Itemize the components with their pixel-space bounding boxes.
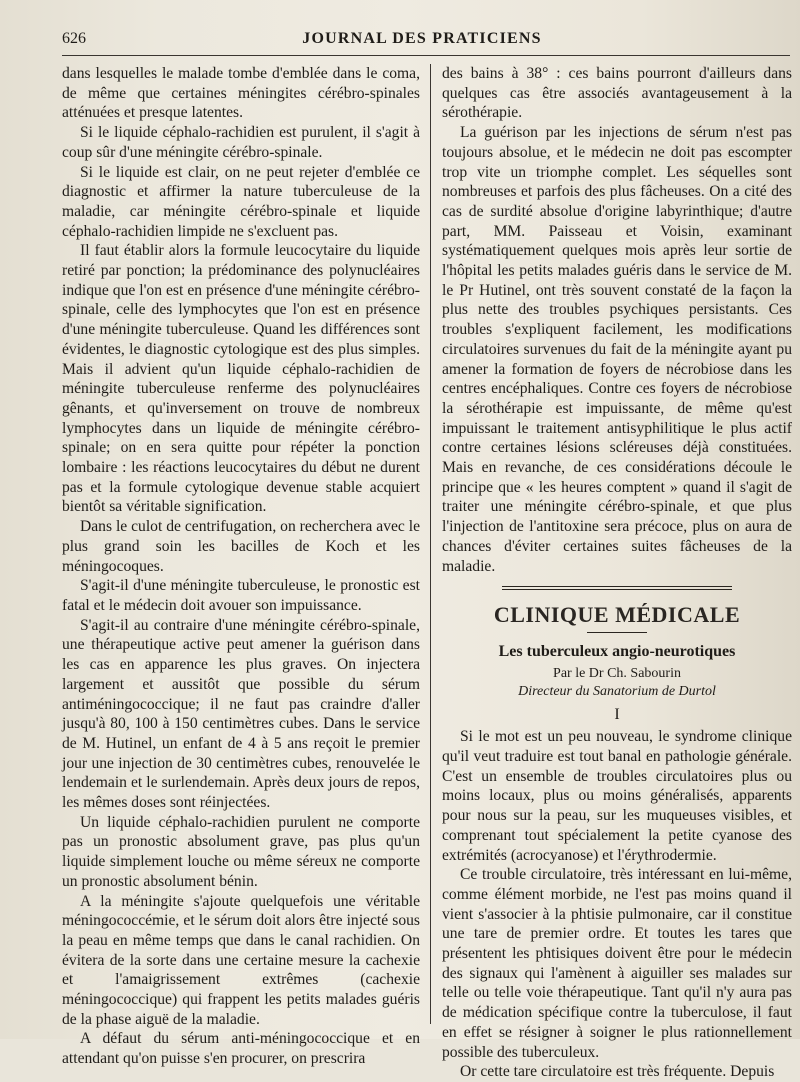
left-paragraph-8: Un liquide céphalo-rachidien purulent ne comporte pas un pronostic absolument grave, pas plus qu'un liquide simplement louche ou même séreux ne comporte un pronostic absolument bénin. bbox=[62, 813, 420, 890]
page-number: 626 bbox=[62, 30, 86, 47]
left-paragraph-3: Si le liquide est clair, on ne peut rejeter d'emblée ce diagnostic et affirmer la nature tuberculeuse de la maladie, car méningite cérébro-spinale et liquide céphalo-rachidien limpide ne s'excluent pas. bbox=[62, 163, 420, 240]
header-rule bbox=[62, 55, 790, 56]
title-underline bbox=[587, 632, 647, 633]
section-numeral: I bbox=[614, 706, 620, 724]
page-header bbox=[62, 30, 782, 52]
right-paragraph-4: Ce trouble circulatoire, très intéressant en lui-même, comme élément morbide, ne l'est pas moins quand il vient s'associer à la phtisie pulmonaire, car il constitue une tare de premier ordre. Et toutes les tares que présentent les phtisiques doivent être pour le médecin des signaux qui l'amènent à aiguiller ses malades sur telle ou telle voie thérapeutique. Tant qu'il n'y aura pas de médication spécifique contre la tuberculose, il faut en effet se résigner à soigner le plus rationnellement possible des tuberculeux. bbox=[442, 866, 792, 1061]
right-paragraph-1: des bains à 38° : ces bains pourront d'ailleurs dans quelques cas être associés avantageusement à la sérothérapie. bbox=[442, 65, 792, 122]
left-paragraph-4: Il faut établir alors la formule leucocytaire du liquide retiré par ponction; la prédominance des polynucléaires indique que l'on est en présence d'une méningite cérébro-spinale, celle des lymphocytes que l'on est en présence d'une méningite tuberculeuse. Quand les différences sont évidentes, le diagnostic cytologique est des plus simples. Mais il advient qu'un liquide céphalo-rachidien de méningite tuberculeuse renferme des polynucléaires gênants, et qu'inversement on trouve de nombreux lymphocytes dans un liquide de méningite cérébro-spinale; on en sera quitte pour répéter la ponction lombaire : les réactions leucocytaires du début ne durent pas et la formule cytologique devenue stable acquiert bientôt sa véritable signification. bbox=[62, 242, 420, 516]
journal-title: JOURNAL DES PRATICIENS bbox=[302, 30, 542, 47]
right-paragraph-3: Si le mot est un peu nouveau, le syndrome clinique qu'il veut traduire est tout banal en pathologie générale. C'est un ensemble de troubles circulatoires plus ou moins locaux, plus ou moins généralisés, apparents pour nous sur la peau, sur les muqueuses visibles, et comprenant tout spécialement la petite cyanose des extrémités (acrocyanose) et l'érythrodermie. bbox=[442, 728, 792, 864]
column-divider bbox=[430, 64, 431, 1024]
left-paragraph-2: Si le liquide céphalo-rachidien est purulent, il s'agit à coup sûr d'une méningite cérébro-spinale. bbox=[62, 124, 420, 161]
article-author-role: Directeur du Sanatorium de Durtol bbox=[518, 684, 716, 700]
left-paragraph-1: dans lesquelles le malade tombe d'emblée dans le coma, de même que certaines méningites cérébro-spinales atténuées et presque latentes. bbox=[62, 65, 420, 122]
section-title: CLINIQUE MÉDICALE bbox=[493, 602, 741, 628]
right-paragraph-2: La guérison par les injections de sérum n'est pas toujours absolue, et le médecin ne doit pas escompter trop vite un triomphe complet. Les séquelles sont nombreuses et parfois des plus fâcheuses. On a cité des cas de surdité absolue d'origine labyrinthique; d'autre part, MM. Paisseau et Voisin, examinant systématiquement quelques mois après leur sortie de l'hôpital les petits malades guéris dans le service de M. le Pr Hutinel, ont très souvent constaté de la façon la plus nette des troubles psychiques persistants. Ces troubles s'expliquent facilement, les modifications circulatoires survenues du fait de la méningite ayant pu amener la formation de foyers de nécrobiose dans les centres encéphaliques. Contre ces foyers de nécrobiose la sérothérapie est impuissante, de même qu'est impuissant le traitement antisyphilitique le plus actif contre certaines lésions scléreuses déjà constituées. Mais en revanche, de ces considérations découle le principe que « les heures comptent » quand il s'agit de traiter une méningite cérébro-spinale, et que plus l'injection de l'antitoxine sera précoce, plus on aura de chances d'éviter certaines suites fâcheuses de la maladie. bbox=[442, 124, 792, 575]
left-paragraph-6: S'agit-il d'une méningite tuberculeuse, le pronostic est fatal et le médecin doit avouer son impuissance. bbox=[62, 577, 420, 614]
right-column bbox=[442, 64, 792, 1081]
article-author: Par le Dr Ch. Sabourin bbox=[553, 666, 681, 682]
right-paragraph-5: Or cette tare circulatoire est très fréquente. Depuis bbox=[460, 1063, 775, 1081]
left-paragraph-7: S'agit-il au contraire d'une méningite cérébro-spinale, une thérapeutique active peut amener la guérison dans les cas en apparence les plus graves. On injectera largement et aussitôt que possible du sérum antiméningococcique; il ne faut pas craindre d'aller jusqu'à 80, 100 à 150 centimètres cubes. Dans le service de M. Hutinel, un enfant de 4 à 5 ans reçoit le premier jour une injection de 30 centimètres cubes, renouvelée le lendemain et le surlendemain. Après deux jours de repos, les mêmes doses sont réinjectées. bbox=[62, 616, 420, 812]
left-column bbox=[62, 64, 420, 1068]
left-paragraph-5: Dans le culot de centrifugation, on recherchera avec le plus grand soin les bacilles de Koch et les méningocoques. bbox=[62, 518, 420, 575]
left-paragraph-10: A défaut du sérum anti-méningococcique et en attendant qu'on puisse s'en procurer, on prescrira bbox=[62, 1030, 420, 1068]
left-paragraph-9: A la méningite s'ajoute quelquefois une véritable méningococcémie, et le sérum doit alors être injecté sous la peau en même temps que dans le canal rachidien. On évitera de la sorte dans une certaine mesure la cachexie et l'amaigrissement extrêmes (cachexie méningococcique) qui frappent les petits malades guéris de la phase aiguë de la maladie. bbox=[62, 892, 420, 1028]
section-separator bbox=[502, 586, 732, 590]
article-title: Les tuberculeux angio-neurotiques bbox=[498, 643, 736, 661]
